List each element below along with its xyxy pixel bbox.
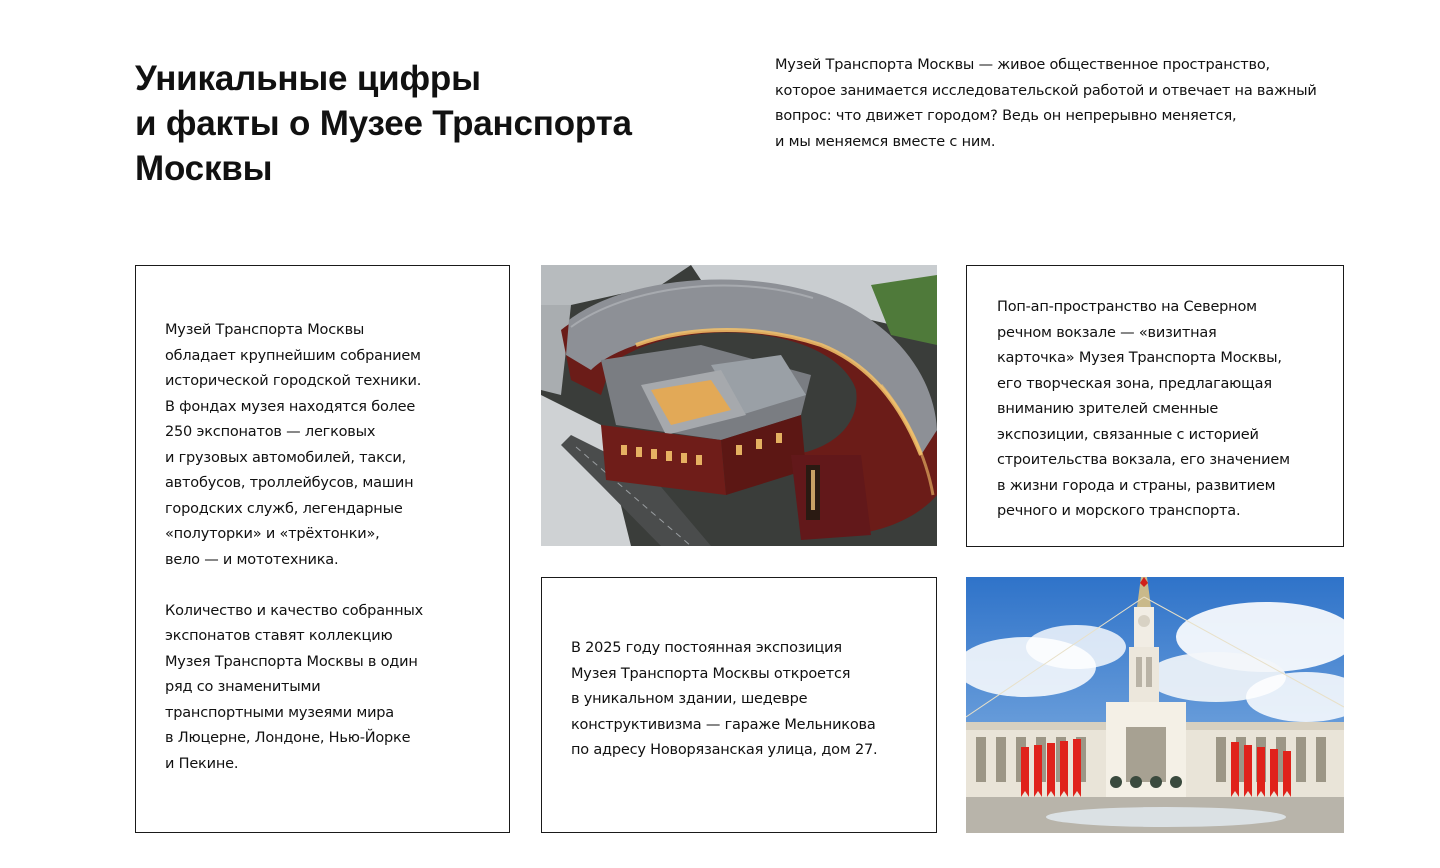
text-line: экспонатов ставят коллекцию: [165, 628, 393, 644]
intro-line: Музей Транспорта Москвы — живое общественное пространство,: [775, 57, 1270, 73]
river-station-illustration: [966, 577, 1344, 833]
title-line: и факты о Музее Транспорта: [135, 104, 632, 143]
text-line: и Пекине.: [165, 755, 239, 772]
collection-card: [135, 265, 510, 833]
text-line: Поп-ап-пространство на Северном: [997, 299, 1257, 315]
text-line: «полуторки» и «трёхтонки»,: [165, 526, 380, 542]
text-line: вело — и мототехника.: [165, 551, 339, 568]
text-line: В фондах музея находятся более: [165, 398, 416, 415]
museum-building-illustration: [541, 265, 937, 546]
intro-paragraph: [775, 53, 1355, 155]
text-line: в жизни города и страны, развитием: [997, 477, 1276, 494]
museum-building-photo: [541, 265, 937, 546]
text-line: городских служб, легендарные: [165, 500, 403, 517]
text-line: вниманию зрителей сменные: [997, 401, 1219, 417]
text-line: строительства вокзала, его значением: [997, 452, 1290, 468]
title-line: Уникальные цифры: [135, 59, 481, 98]
text-line: речного и морского транспорта.: [997, 503, 1241, 519]
text-line: речном вокзале — «визитная: [997, 324, 1217, 341]
text-line: ряд со знаменитыми: [165, 679, 321, 695]
intro-line: которое занимается исследовательской работой и отвечает на важный: [775, 82, 1317, 99]
text-line: в уникальном здании, шедевре: [571, 691, 808, 707]
exhibition-card: [541, 577, 937, 833]
popup-space-card: [966, 265, 1344, 547]
text-line: обладает крупнейшим собранием: [165, 347, 421, 364]
text-line: транспортными музеями мира: [165, 704, 394, 721]
text-line: в Люцерне, Лондоне, Нью-Йорке: [165, 730, 411, 746]
text-line: автобусов, троллейбусов, машин: [165, 475, 414, 491]
text-line: и грузовых автомобилей, такси,: [165, 449, 407, 466]
intro-line: и мы меняемся вместе с ним.: [775, 133, 996, 150]
text-line: конструктивизма — гараже Мельникова: [571, 716, 876, 733]
text-line: его творческая зона, предлагающая: [997, 375, 1272, 392]
intro-line: вопрос: что движет городом? Ведь он непрерывно меняется,: [775, 108, 1237, 124]
collection-text: [165, 318, 423, 777]
exhibition-text: [571, 636, 877, 764]
text-line: Количество и качество собранных: [165, 602, 424, 619]
text-line: экспозиции, связанные с историей: [997, 426, 1259, 443]
text-line: Музея Транспорта Москвы в один: [165, 653, 418, 670]
text-line: 250 экспонатов — легковых: [165, 424, 376, 440]
text-line: В 2025 году постоянная экспозиция: [571, 640, 842, 656]
page-title: [135, 56, 715, 191]
text-line: исторической городской техники.: [165, 373, 422, 389]
text-line: Музея Транспорта Москвы откроется: [571, 665, 851, 682]
popup-space-text: [997, 295, 1290, 525]
title-line: Москвы: [135, 149, 273, 188]
text-line: Музей Транспорта Москвы: [165, 322, 365, 338]
river-station-photo: [966, 577, 1344, 833]
text-line: карточка» Музея Транспорта Москвы,: [997, 350, 1282, 366]
text-line: по адресу Новорязанская улица, дом 27.: [571, 742, 878, 758]
